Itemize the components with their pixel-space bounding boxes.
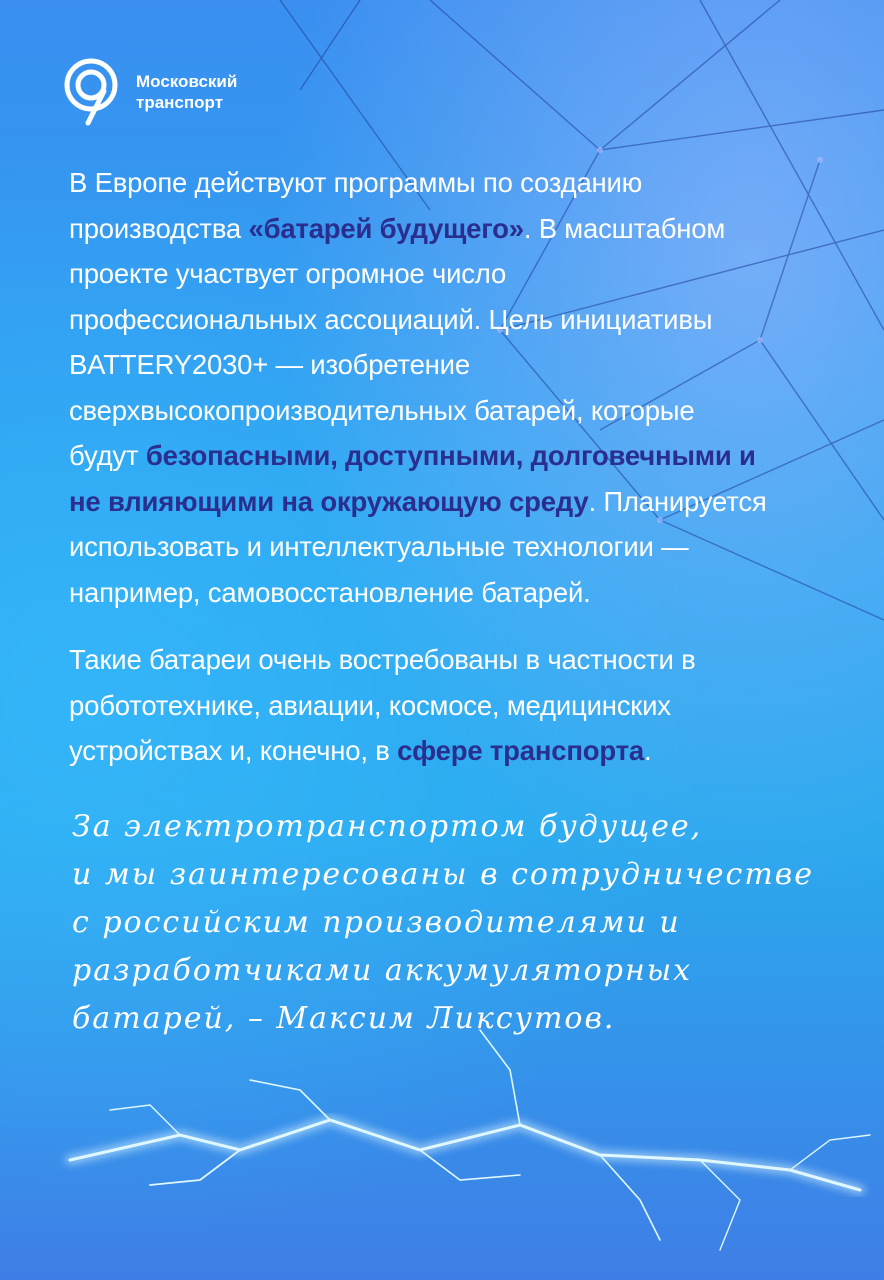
- quote-line-5: батарей, – Максим Ликсутов.: [72, 1001, 616, 1036]
- paragraph1-line-7: [69, 433, 859, 479]
- quote-line-1: За электротранспортом будущее,: [72, 809, 703, 844]
- paragraph1-line-8: [69, 479, 859, 525]
- moscow-transport-logo-icon: [60, 57, 122, 127]
- quote-liksutov: [72, 803, 862, 1043]
- text-fragment: производства: [69, 212, 249, 244]
- text-fragment: будут: [69, 440, 146, 471]
- text-fragment: . Планируется: [588, 485, 767, 517]
- paragraph1-line-10: например, самовосстановление батарей.: [69, 576, 591, 608]
- paragraph-battery-demand: [69, 637, 859, 774]
- brand-line-2: транспорт: [136, 93, 224, 112]
- paragraph1-line-4: профессиональных ассоциаций. Цель инициативы: [69, 303, 713, 335]
- brand-line-1: Московский: [136, 72, 238, 91]
- paragraph1-line-9: использовать и интеллектуальные технологии —: [69, 531, 689, 562]
- paragraph2-line-1: Такие батареи очень востребованы в частности в: [69, 644, 696, 675]
- paragraph1-line-6: сверхвысокопроизводительных батарей, которые: [69, 394, 695, 426]
- highlight-transport-sphere: сфере транспорта: [397, 735, 644, 766]
- text-fragment: .: [643, 735, 652, 766]
- quote-line-3: с российским производителями и: [72, 905, 681, 940]
- paragraph1-line-3: проекте участвует огромное число: [69, 258, 507, 289]
- paragraph2-line-2: робототехнике, авиации, космосе, медицинских: [69, 689, 671, 721]
- brand-name: [136, 71, 237, 113]
- lightning-bolt-decoration: [0, 1010, 884, 1280]
- quote-line-4: разработчиками аккумуляторных: [72, 953, 693, 988]
- paragraph1-line-5: BATTERY2030+ — изобретение: [69, 349, 470, 380]
- highlight-battery-qualities: безопасными, доступными, долговечными и: [145, 440, 756, 471]
- paragraph2-line-3: [69, 728, 859, 774]
- paragraph1-line-1: В Европе действуют программы по созданию: [69, 167, 643, 198]
- quote-line-2: и мы заинтересованы в сотрудничестве: [72, 857, 815, 892]
- paragraph1-line-2: [69, 206, 859, 252]
- text-fragment: устройствах и, конечно, в: [69, 735, 398, 766]
- highlight-environment: не влияющими на окружающую среду: [69, 485, 589, 517]
- paragraph-european-programs: [69, 160, 859, 615]
- brand-logo: [60, 57, 237, 127]
- text-fragment: . В масштабном: [523, 212, 726, 244]
- highlight-batteries-of-future: «батарей будущего»: [248, 212, 524, 244]
